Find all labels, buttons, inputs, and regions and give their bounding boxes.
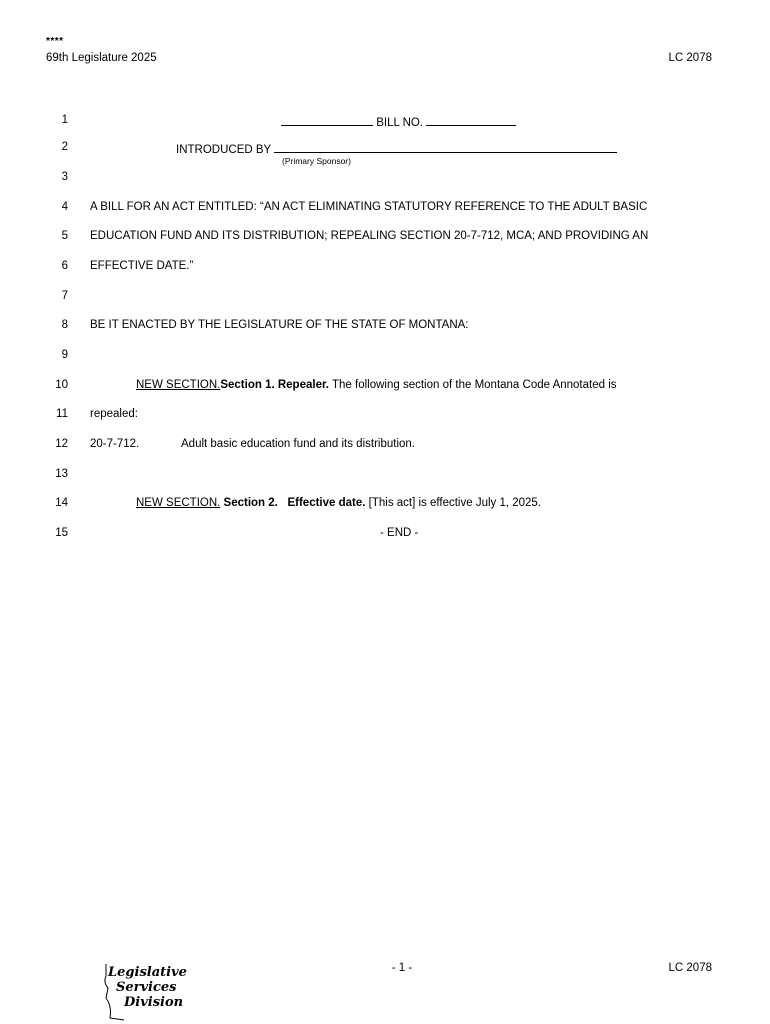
new-section-marker: NEW SECTION. <box>136 379 221 391</box>
section-1-continuation: repealed: <box>90 408 138 420</box>
bill-prefix-blank <box>281 114 373 126</box>
line-number: 3 <box>61 171 68 183</box>
page-number: - 1 - <box>391 962 413 974</box>
bill-no-label: BILL NO. <box>376 117 424 129</box>
section-2-title: Effective date. <box>287 497 366 509</box>
code-section-title: Adult basic education fund and its distribution. <box>181 438 415 450</box>
line-number: 13 <box>55 468 68 480</box>
section-1-text: The following section of the Montana Code Annotated is <box>332 379 617 391</box>
logo-line-1: Legislative <box>108 965 187 980</box>
line-number: 6 <box>61 260 68 272</box>
line-number: 1 <box>61 114 68 126</box>
logo-line-2: Services <box>116 980 177 995</box>
sponsor-blank <box>274 141 617 153</box>
header-stars: **** <box>46 36 64 47</box>
section-2-text: [This act] is effective July 1, 2025. <box>368 497 542 509</box>
lc-number-footer: LC 2078 <box>668 962 712 974</box>
line-number: 15 <box>55 527 68 539</box>
end-marker: - END - <box>380 527 419 539</box>
bill-title-line-2: EDUCATION FUND AND ITS DISTRIBUTION; REPEALING SECTION 20-7-712, MCA; AND PROVIDING AN <box>90 230 649 242</box>
bill-title-line-1: A BILL FOR AN ACT ENTITLED: “AN ACT ELIMINATING STATUTORY REFERENCE TO THE ADULT BASIC <box>90 201 648 213</box>
enacting-clause: BE IT ENACTED BY THE LEGISLATURE OF THE STATE OF MONTANA: <box>90 319 469 331</box>
introduced-by-line <box>176 141 617 156</box>
code-reference: 20-7-712. <box>90 438 140 450</box>
line-number: 10 <box>55 379 68 391</box>
line-number: 7 <box>61 290 68 302</box>
new-section-marker: NEW SECTION. <box>136 497 221 509</box>
line-number: 9 <box>61 349 68 361</box>
line-number: 14 <box>55 497 68 509</box>
line-number: 4 <box>61 201 68 213</box>
line-number: 12 <box>55 438 68 450</box>
section-2-number: Section 2. <box>223 497 278 509</box>
bill-title-line-3: EFFECTIVE DATE.” <box>90 260 194 272</box>
section-1-heading: Section 1. Repealer. <box>220 379 330 391</box>
bill-number-blank <box>426 114 516 126</box>
section-2-line <box>136 497 541 509</box>
legislature-session: 69th Legislature 2025 <box>46 52 157 64</box>
line-number: 2 <box>61 141 68 153</box>
lc-number-header: LC 2078 <box>668 52 712 64</box>
line-number: 5 <box>61 230 68 242</box>
line-number: 8 <box>61 319 68 331</box>
primary-sponsor-caption: (Primary Sponsor) <box>282 156 351 166</box>
line-number: 11 <box>56 408 68 420</box>
bill-number-line <box>281 114 516 129</box>
logo-line-3: Division <box>124 995 184 1010</box>
section-1-line <box>136 379 617 391</box>
introduced-by-label: INTRODUCED BY <box>176 144 271 156</box>
